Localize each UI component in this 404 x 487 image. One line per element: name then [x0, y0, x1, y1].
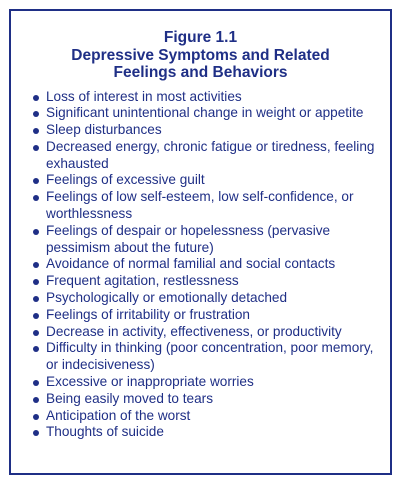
list-item	[33, 424, 380, 441]
list-item-text: Psychologically or emotionally detached	[46, 290, 288, 306]
list-item-text: Thoughts of suicide	[46, 424, 164, 440]
figure-title-line-1: Depressive Symptoms and Related	[71, 46, 330, 64]
list-item-text: Being easily moved to tears	[46, 390, 213, 406]
list-item-text: Feelings of low self-esteem, low self-confidence, or worthlessness	[46, 189, 354, 222]
list-item-text: Frequent agitation, restlessness	[46, 273, 239, 289]
list-item	[33, 374, 380, 391]
list-item-text: Decrease in activity, effectiveness, or productivity	[46, 323, 342, 339]
list-item-text: Avoidance of normal familial and social contacts	[46, 256, 336, 272]
list-item	[33, 273, 380, 290]
bullet-icon	[33, 313, 39, 319]
list-item	[33, 89, 380, 106]
list-item	[33, 172, 380, 189]
list-item	[33, 307, 380, 324]
bullet-icon	[33, 346, 39, 352]
symptom-list	[11, 89, 390, 442]
list-item	[33, 391, 380, 408]
list-item	[33, 105, 380, 122]
list-item	[33, 189, 380, 223]
bullet-icon	[33, 414, 39, 420]
figure-box	[9, 9, 392, 475]
bullet-icon	[33, 262, 39, 268]
list-item-text: Anticipation of the worst	[46, 407, 191, 423]
bullet-icon	[33, 296, 39, 302]
list-item	[33, 340, 380, 374]
list-item-text: Feelings of irritability or frustration	[46, 306, 250, 322]
bullet-icon	[33, 145, 39, 151]
list-item	[33, 122, 380, 139]
list-item-text: Difficulty in thinking (poor concentration, poor memory, or indecisiveness)	[46, 340, 374, 373]
bullet-icon	[33, 195, 39, 201]
list-item-text: Decreased energy, chronic fatigue or tiredness, feeling exhausted	[46, 138, 375, 171]
list-item-text: Loss of interest in most activities	[46, 88, 242, 104]
list-item	[33, 408, 380, 425]
bullet-icon	[33, 128, 39, 134]
bullet-icon	[33, 111, 39, 117]
list-item	[33, 256, 380, 273]
figure-number: Figure 1.1	[163, 29, 238, 46]
bullet-icon	[33, 178, 39, 184]
list-item-text: Significant unintentional change in weight or appetite	[46, 105, 364, 121]
list-item-text: Feelings of excessive guilt	[46, 172, 205, 188]
list-item	[33, 290, 380, 307]
list-item	[33, 223, 380, 257]
figure-header	[11, 29, 390, 82]
list-item	[33, 139, 380, 173]
list-item	[33, 324, 380, 341]
list-item-text: Feelings of despair or hopelessness (pervasive pessimism about the future)	[46, 222, 331, 255]
bullet-icon	[33, 229, 39, 235]
figure-title-line-2: Feelings and Behaviors	[113, 64, 288, 81]
bullet-icon	[33, 380, 39, 386]
bullet-icon	[33, 430, 39, 436]
bullet-icon	[33, 279, 39, 285]
list-item-text: Excessive or inappropriate worries	[46, 374, 254, 390]
bullet-icon	[33, 397, 39, 403]
bullet-icon	[33, 330, 39, 336]
list-item-text: Sleep disturbances	[46, 122, 162, 138]
bullet-icon	[33, 95, 39, 101]
